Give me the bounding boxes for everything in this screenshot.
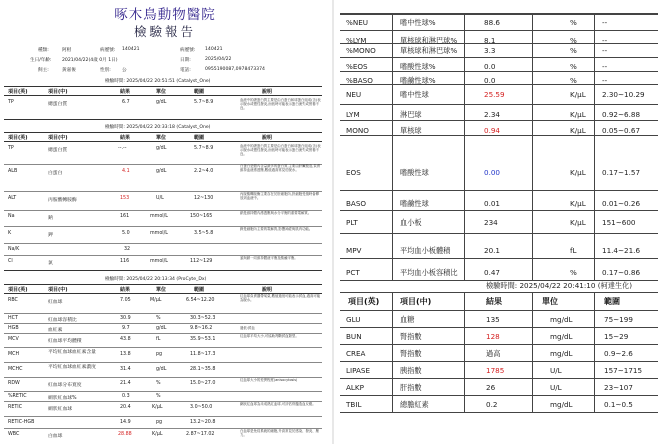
divider — [340, 104, 658, 105]
row-range: -- — [602, 36, 608, 45]
row-en: %BASO — [346, 76, 373, 85]
row-unit: mg/dL — [550, 400, 573, 409]
row-range: 3.5~5.8 — [194, 231, 214, 236]
col-en: 項目(英) — [8, 287, 28, 293]
divider — [340, 378, 658, 379]
divider — [340, 361, 658, 362]
col-unit: 單位 — [156, 287, 167, 293]
column-divider — [532, 14, 533, 280]
col-en: 項目(英) — [8, 89, 28, 95]
row-zh: 腎指數 — [400, 332, 422, 341]
row-en: RETIC — [8, 405, 23, 410]
row-unit: mg/dL — [550, 332, 573, 341]
row-result: 7.05 — [120, 298, 131, 303]
divider — [4, 284, 322, 285]
row-en: LIPASE — [346, 366, 371, 375]
row-en: CREA — [346, 349, 366, 358]
row-en: PCT — [346, 268, 360, 277]
divider — [4, 270, 322, 271]
col-header: 結果 — [486, 297, 502, 306]
row-unit: K/μL — [570, 218, 586, 227]
date-value: 2025/04/22 — [205, 57, 232, 62]
row-zh: 嗜酸性球 — [400, 168, 429, 177]
row-desc: 紅血球負責攜帶氧氣,數值過低可能表示貧血,過高可能為脫水。 — [240, 294, 321, 303]
row-en: PLT — [346, 218, 358, 227]
row-result: --.-- — [118, 146, 127, 151]
row-zh: 血小板 — [400, 218, 422, 227]
row-unit: K/μL — [570, 199, 586, 208]
row-range: 2.2~4.0 — [194, 169, 214, 174]
divider — [4, 391, 322, 392]
col-zh: 項目(中) — [48, 135, 68, 141]
divider — [340, 84, 658, 85]
chem-header: 檢驗時間: 2025/04/22 20:41:10 (柯達生化) — [486, 281, 633, 290]
col-zh: 項目(中) — [48, 89, 68, 95]
divider — [340, 327, 658, 328]
col-unit: 單位 — [156, 89, 167, 95]
section-2-header: 檢驗時間: 2025/04/22 20:33:18 (Catalyst_One) — [105, 125, 211, 130]
divider — [4, 141, 322, 142]
row-unit: U/L — [156, 196, 164, 201]
row-zh: 總蛋白質 — [48, 148, 68, 153]
col-result: 結果 — [120, 287, 131, 293]
row-zh: 總膽紅素 — [400, 400, 429, 409]
row-en: ALKP — [346, 383, 364, 392]
row-unit: mg/dL — [550, 349, 573, 358]
date-label: 日期: — [180, 58, 191, 63]
id-value: 140421 — [205, 47, 223, 52]
row-zh: 鈉 — [48, 216, 53, 221]
row-zh: 紅血球分布寬度 — [48, 383, 82, 388]
row-desc: 紅血球平均大小,可協助判斷貧血類型。 — [240, 334, 299, 338]
divider — [340, 120, 658, 121]
row-range: 2.87~17.02 — [186, 432, 215, 437]
species-value: 阿柑 — [62, 48, 72, 53]
column-divider — [392, 292, 393, 412]
row-desc: 過低:貧血 — [240, 326, 255, 330]
row-zh: 嗜中性球% — [400, 18, 436, 27]
divider — [340, 412, 658, 413]
row-result: 153 — [120, 196, 130, 201]
row-range: 6.54~12.20 — [186, 298, 215, 303]
row-desc: 紅血球大小的差異程度(anisocytosis) — [240, 378, 298, 382]
row-desc: 血液中的總蛋白質主要是由白蛋白和球蛋白組成(含)表示脫水或慢性發炎,而低時可能表示蛋白流失或營養不良。 — [240, 98, 321, 111]
row-zh: 平均血小板容積比 — [400, 268, 458, 277]
row-en: ALB — [8, 169, 18, 174]
row-range: 12~130 — [194, 196, 214, 201]
id-label-1: 病歷號: — [100, 48, 116, 53]
row-en: HGB — [8, 326, 19, 331]
row-range: -- — [602, 46, 608, 55]
row-en: MCV — [8, 337, 19, 342]
row-range: 112~129 — [190, 259, 213, 264]
column-divider — [464, 14, 465, 280]
row-en: %RETIC — [8, 394, 27, 399]
divider — [340, 395, 658, 396]
row-result: 9.7 — [122, 326, 130, 331]
row-range: 11.4~21.6 — [602, 246, 641, 255]
row-result: 6.7 — [122, 100, 130, 105]
row-zh: 胰指數 — [400, 366, 422, 375]
row-en: NEU — [346, 90, 362, 99]
row-zh: 單核球和淋巴球% — [400, 46, 458, 55]
row-result: 31.4 — [120, 367, 131, 372]
row-zh: 單核球和淋巴球% — [400, 36, 458, 45]
id-label: 病歷號: — [180, 48, 196, 53]
row-range: 151~600 — [602, 218, 636, 227]
row-en: %NEU — [346, 18, 369, 27]
row-unit: g/dL — [156, 100, 167, 105]
row-en: K — [8, 231, 12, 236]
row-en: Cl — [8, 259, 13, 264]
row-range: 0.05~0.67 — [602, 126, 641, 135]
row-result: 20.1 — [484, 246, 501, 255]
document-title: 檢驗報告 — [133, 24, 196, 39]
row-result: 4.1 — [122, 169, 130, 174]
row-zh: 氯 — [48, 261, 53, 266]
row-result: 28.88 — [118, 432, 132, 437]
row-unit: % — [570, 62, 577, 71]
page-divider — [332, 0, 334, 444]
col-en: 項目(英) — [8, 135, 28, 141]
row-range: 5.7~8.9 — [194, 100, 214, 105]
row-zh: 嗜酸性球% — [400, 62, 436, 71]
row-zh: 血糖 — [400, 315, 415, 324]
row-unit: % — [156, 381, 161, 386]
row-zh: 腎指數 — [400, 349, 422, 358]
row-unit: fL — [570, 246, 577, 255]
row-range: 0.9~2.6 — [604, 349, 633, 358]
row-unit: % — [570, 18, 577, 27]
row-zh: 肝指數 — [400, 383, 422, 392]
row-range: 13.2~20.8 — [190, 420, 216, 425]
row-zh: 淋巴球 — [400, 110, 422, 119]
row-zh: 總蛋白質 — [48, 102, 68, 107]
row-range: 23~107 — [604, 383, 633, 392]
row-result: 26 — [486, 383, 496, 392]
row-desc: 氯與鈉一同維持體液平衡及酸鹼平衡。 — [240, 256, 298, 260]
dob-label: 生日/年齡: — [30, 58, 52, 63]
row-unit: g/dL — [156, 146, 167, 151]
col-header: 項目(中) — [400, 297, 432, 306]
row-result: 116 — [120, 259, 130, 264]
row-zh: 丙胺酸轉胺酶 — [48, 198, 77, 203]
col-result: 結果 — [120, 135, 131, 141]
row-result: 234 — [484, 218, 498, 227]
row-zh: 嗜中性球 — [400, 90, 429, 99]
row-unit: mmol/L — [150, 259, 168, 264]
row-zh: 血紅素 — [48, 328, 63, 333]
clinic-name: 啄木鳥動物醫院 — [114, 7, 216, 23]
row-result: 25.59 — [484, 90, 505, 99]
row-range: 0.92~6.88 — [602, 110, 641, 119]
divider — [340, 233, 658, 234]
col-unit: 單位 — [156, 135, 167, 141]
row-range: 0.17~1.57 — [602, 168, 641, 177]
row-unit: M/μL — [150, 298, 162, 303]
row-unit: K/μL — [152, 405, 163, 410]
row-range: 5.7~8.9 — [194, 146, 214, 151]
row-en: RDW — [8, 381, 20, 386]
row-unit: mmol/L — [150, 231, 168, 236]
row-range: -- — [602, 76, 608, 85]
col-range: 範圍 — [194, 135, 205, 141]
row-en: GLU — [346, 315, 361, 324]
col-zh: 項目(中) — [48, 287, 68, 293]
column-divider — [532, 292, 533, 412]
row-result: 21.4 — [120, 381, 131, 386]
row-result: 0.01 — [484, 199, 501, 208]
row-range: 0.1~0.5 — [604, 400, 633, 409]
row-desc: 鉀是細胞內主要的電解質,影響神經與肌肉功能。 — [240, 227, 313, 231]
section-1-header: 檢驗時間: 2025/04/22 20:51:51 (Catalyst_One) — [105, 79, 211, 84]
row-result: 14.9 — [120, 420, 131, 425]
row-result: 2.34 — [484, 110, 501, 119]
row-zh: 單核球 — [400, 126, 422, 135]
row-en: MPV — [346, 246, 362, 255]
divider — [4, 132, 322, 133]
row-range: 75~199 — [604, 315, 633, 324]
divider — [340, 14, 658, 15]
row-result: 135 — [486, 315, 500, 324]
row-result: 1785 — [486, 366, 505, 375]
row-result: 0.0 — [484, 62, 496, 71]
row-unit: mg/dL — [550, 315, 573, 324]
row-range: 28.1~35.8 — [190, 367, 216, 372]
divider — [340, 258, 658, 259]
row-result: 43.8 — [120, 337, 131, 342]
col-desc: 說明 — [262, 135, 273, 141]
row-zh: 鉀 — [48, 233, 53, 238]
divider — [4, 416, 322, 417]
row-result: 0.2 — [486, 400, 498, 409]
species-label: 種類: — [38, 48, 49, 53]
row-zh: 嗜鹼性球 — [400, 199, 429, 208]
row-unit: % — [570, 76, 577, 85]
row-range: 0.17~0.86 — [602, 268, 641, 277]
row-unit: % — [156, 394, 161, 399]
row-unit: U/L — [550, 383, 562, 392]
row-en: WBC — [8, 432, 20, 437]
row-zh: 紅血球 — [48, 300, 63, 305]
divider — [4, 347, 322, 348]
row-unit: mmol/L — [150, 214, 168, 219]
divider — [340, 344, 658, 345]
row-desc: 丙胺酸轉胺酶主要存在於肝細胞內,肝細胞受損時會釋放到血液中。 — [240, 192, 320, 201]
divider — [340, 292, 658, 293]
row-en: ALT — [8, 196, 17, 201]
col-desc: 說明 — [262, 287, 273, 293]
row-desc: 白血球是免疫系統的細胞,升高常見於感染、發炎、壓力。 — [240, 429, 320, 438]
row-unit: fL — [156, 337, 161, 342]
row-zh: 白蛋白 — [48, 171, 63, 176]
row-range: 15.0~27.0 — [190, 381, 216, 386]
row-range: 150~165 — [190, 214, 213, 219]
phone-label: 電話: — [180, 68, 191, 73]
row-desc: 白蛋白是體內含量最多的蛋白質,主要由肝臟製造,負責維持血液滲透壓,數值過高常見於脫水。 — [240, 164, 321, 173]
row-unit: U/L — [550, 366, 562, 375]
row-en: EOS — [346, 168, 361, 177]
row-range: 0.01~0.26 — [602, 199, 641, 208]
section-3-header: 檢驗時間: 2025/04/22 20:13:34 (ProCyte_Dx) — [105, 277, 207, 282]
row-range: -- — [602, 18, 608, 27]
row-en: TP — [8, 100, 14, 105]
divider — [340, 210, 658, 211]
row-en: BUN — [346, 332, 362, 341]
row-unit: % — [570, 46, 577, 55]
row-unit: K/μL — [570, 168, 586, 177]
divider — [340, 30, 658, 31]
row-result: 過高 — [486, 349, 501, 358]
col-range: 範圍 — [194, 287, 205, 293]
id-value-1: 140421 — [122, 47, 140, 52]
col-header: 單位 — [542, 297, 558, 306]
row-en: MCHC — [8, 367, 23, 372]
row-result: 20.4 — [120, 405, 131, 410]
divider — [4, 323, 322, 324]
row-en: TP — [8, 146, 14, 151]
column-divider — [392, 14, 393, 280]
row-en: MCH — [8, 352, 20, 357]
column-divider — [594, 292, 595, 412]
row-result: 0.00 — [484, 168, 501, 177]
row-result: 0.94 — [484, 126, 501, 135]
row-unit: K/μL — [152, 432, 163, 437]
row-en: %MONO — [346, 46, 376, 55]
row-result: 0.3 — [122, 394, 130, 399]
row-range: 35.9~53.1 — [190, 337, 216, 342]
row-en: BASO — [346, 199, 367, 208]
row-result: 3.3 — [484, 46, 496, 55]
dob-value: 2021/04/22(4歲 0月 1日) — [62, 58, 118, 63]
owner-value: 黃嘉俊 — [62, 68, 76, 73]
row-range: 9.8~16.2 — [190, 326, 213, 331]
row-unit: % — [570, 268, 577, 277]
row-range: -- — [602, 62, 608, 71]
row-zh: 嗜鹼性球% — [400, 76, 436, 85]
row-zh: 網狀紅血球% — [48, 396, 77, 401]
row-result: 13.8 — [120, 352, 131, 357]
row-range: 11.8~17.3 — [190, 352, 216, 357]
row-unit: g/dL — [156, 326, 167, 331]
row-zh: 網狀紅血球 — [48, 407, 72, 412]
sex-label: 性別: — [100, 68, 111, 73]
phone-value: 0955190087,0978473374 — [205, 67, 265, 72]
row-range: 15~29 — [604, 332, 629, 341]
col-header: 項目(英) — [348, 297, 380, 306]
row-zh: 平均紅血球血紅素含量 — [48, 350, 96, 355]
row-en: RBC — [8, 298, 18, 303]
divider — [4, 362, 322, 363]
row-unit: K/μL — [570, 126, 586, 135]
row-unit: g/dL — [156, 169, 167, 174]
divider — [340, 71, 658, 72]
divider — [340, 57, 658, 58]
row-result: 5.0 — [122, 231, 130, 236]
row-en: %LYM — [346, 36, 367, 45]
row-result: 0.0 — [484, 76, 496, 85]
row-unit: % — [156, 316, 161, 321]
row-en: MONO — [346, 126, 369, 135]
divider — [4, 243, 322, 244]
row-zh: 紅血球平均體積 — [48, 339, 82, 344]
row-result: 8.1 — [484, 36, 496, 45]
col-header: 範圍 — [604, 297, 620, 306]
row-desc: 血液中的總蛋白質主要是由白蛋白和球蛋白組成(含)表示脫水或慢性發炎,而低時可能表示蛋白流失或營養不良。 — [240, 144, 321, 157]
row-range: 30.3~52.3 — [190, 316, 216, 321]
row-result: 161 — [120, 214, 130, 219]
divider — [340, 135, 658, 136]
column-divider — [464, 292, 465, 412]
divider — [340, 43, 658, 44]
row-result: 0.47 — [484, 268, 501, 277]
row-unit: pg — [156, 352, 163, 357]
row-en: Na — [8, 214, 15, 219]
sex-value: 公 — [122, 68, 127, 73]
divider — [4, 86, 322, 87]
row-zh: 紅血球容積比 — [48, 318, 77, 323]
row-unit: K/μL — [570, 90, 586, 99]
row-unit: % — [570, 36, 577, 45]
col-result: 結果 — [120, 89, 131, 95]
row-en: HCT — [8, 316, 18, 321]
col-range: 範圍 — [194, 89, 205, 95]
row-result: 128 — [486, 332, 500, 341]
row-result: 30.9 — [120, 316, 131, 321]
divider — [4, 95, 322, 96]
row-range: 3.0~50.0 — [190, 405, 213, 410]
col-desc: 說明 — [262, 89, 273, 95]
divider — [4, 119, 322, 120]
row-desc: 鈉是維持體內滲透壓與水分平衡的重要電解質。 — [240, 211, 312, 215]
row-result: 88.6 — [484, 18, 501, 27]
divider — [340, 190, 658, 191]
row-result: 32 — [124, 247, 131, 252]
row-en: %EOS — [346, 62, 368, 71]
row-unit: K/μL — [570, 110, 586, 119]
divider — [4, 313, 322, 314]
column-divider — [594, 14, 595, 280]
row-en: Na/K — [8, 247, 20, 252]
owner-label: 飼主: — [38, 68, 49, 73]
row-en: LYM — [346, 110, 360, 119]
row-range: 2.30~10.29 — [602, 90, 645, 99]
row-desc: 網狀紅血球為未成熟紅血球,可評估骨髓造血反應。 — [240, 402, 316, 406]
row-unit: pg — [156, 420, 163, 425]
right-report-page — [336, 0, 662, 444]
row-unit: g/dL — [156, 367, 167, 372]
row-en: RETIC-HGB — [8, 420, 35, 425]
row-en: TBIL — [346, 400, 362, 409]
row-zh: 平均紅血球血紅素濃度 — [48, 365, 96, 370]
row-zh: 白血球 — [48, 434, 63, 439]
row-range: 157~1715 — [604, 366, 643, 375]
left-report-page — [0, 0, 330, 444]
divider — [340, 310, 658, 311]
row-zh: 平均血小板體積 — [400, 246, 451, 255]
